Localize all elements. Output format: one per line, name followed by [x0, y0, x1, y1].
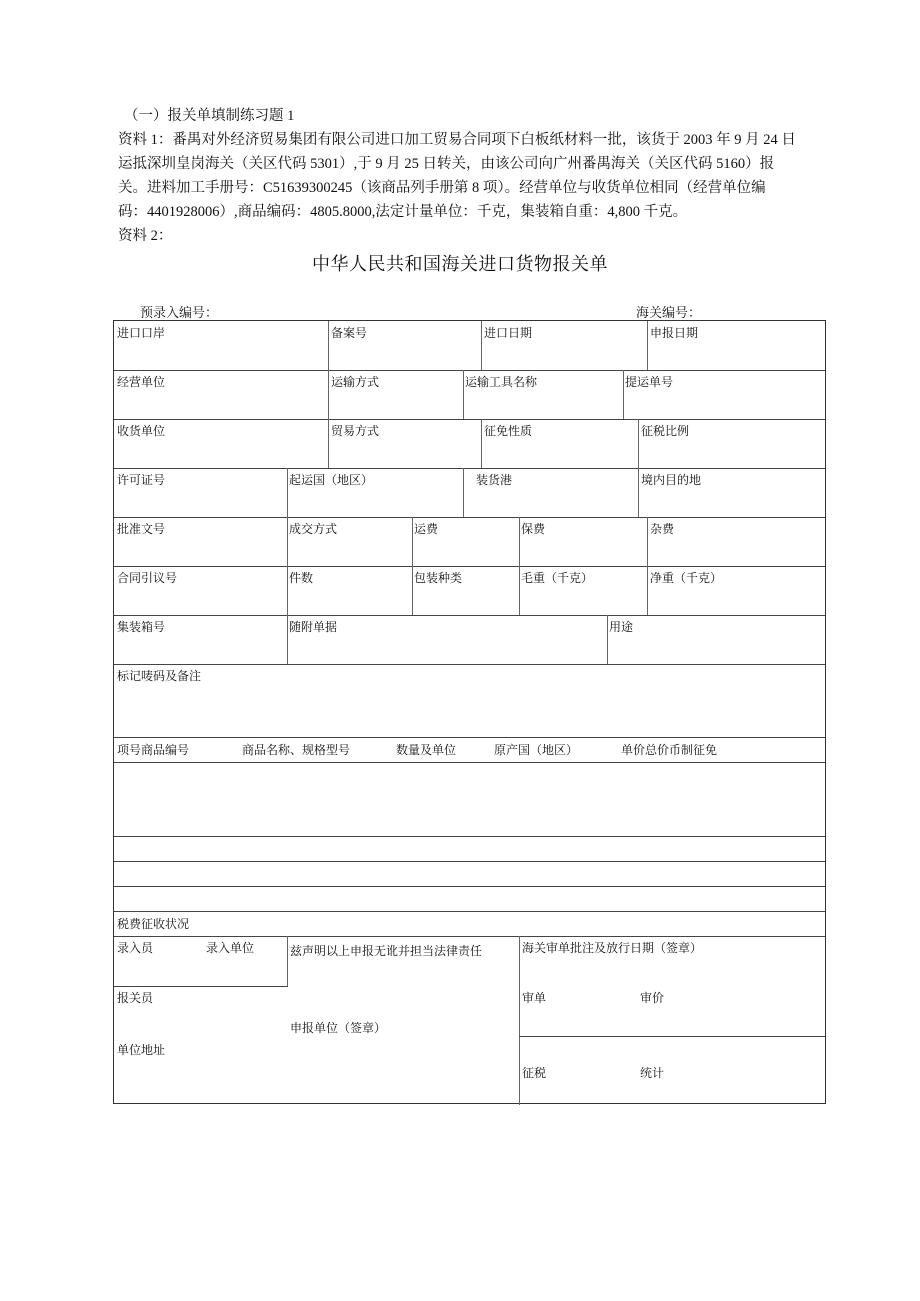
field-entry-clerk[interactable]: 录入员	[117, 941, 154, 955]
col-divider	[412, 566, 413, 615]
pre-entry-number-label: 预录入编号：	[140, 306, 219, 321]
field-attached-docs[interactable]: 随附单据	[289, 620, 338, 634]
field-license-no[interactable]: 许可证号	[117, 473, 166, 487]
col-divider	[647, 321, 648, 370]
material1-line: 资料 1：番禺对外经济贸易集团有限公司进口加工贸易合同项下白板纸材料一批，该货于 2003 年 9 月 24 日	[118, 132, 796, 148]
field-unit-address[interactable]: 单位地址	[117, 1043, 166, 1057]
col-divider	[519, 936, 520, 1105]
material1-line: 运抵深圳皇岗海关（关区代码 5301）,于 9 月 25 日转关，由该公司向广州番禺海关（关区代码 5160）报	[118, 156, 775, 172]
row-divider	[114, 615, 825, 616]
field-taxation[interactable]: 征税	[522, 1066, 547, 1080]
field-loading-port[interactable]: 装货港	[476, 473, 513, 487]
exercise-heading: （一）报关单填制练习题 1	[124, 108, 295, 124]
field-trade-mode[interactable]: 贸易方式	[331, 424, 380, 438]
field-entry-unit[interactable]: 录入单位	[206, 941, 255, 955]
goods-col-name-spec: 商品名称、规格型号	[242, 743, 351, 757]
field-net-weight[interactable]: 净重（千克）	[650, 571, 723, 585]
field-packages[interactable]: 件数	[289, 571, 314, 585]
row-divider	[114, 664, 825, 665]
col-divider	[481, 419, 482, 468]
col-divider	[328, 370, 329, 419]
row-divider	[114, 836, 825, 837]
col-divider	[287, 936, 288, 986]
field-transaction-mode[interactable]: 成交方式	[289, 522, 338, 536]
row-divider	[114, 468, 825, 469]
field-container-no[interactable]: 集装箱号	[117, 620, 166, 634]
col-divider	[287, 615, 288, 664]
field-bill-of-lading[interactable]: 提运单号	[625, 375, 674, 389]
col-divider	[287, 468, 288, 517]
col-divider	[647, 517, 648, 566]
goods-col-price-currency: 单价总价币制征免	[621, 743, 718, 757]
col-divider	[287, 566, 288, 615]
field-marks-remarks[interactable]: 标记唛码及备注	[117, 669, 202, 683]
field-operating-unit[interactable]: 经营单位	[117, 375, 166, 389]
col-divider	[287, 517, 288, 566]
col-divider	[463, 468, 464, 517]
field-usage[interactable]: 用途	[609, 620, 634, 634]
field-declarant-seal[interactable]: 申报单位（签章）	[290, 1021, 387, 1035]
row-divider	[114, 419, 825, 420]
goods-col-item-code: 项号商品编号	[117, 743, 190, 757]
goods-col-origin: 原产国（地区）	[494, 743, 579, 757]
field-freight[interactable]: 运费	[414, 522, 439, 536]
field-gross-weight[interactable]: 毛重（千克）	[521, 571, 594, 585]
col-divider	[638, 468, 639, 517]
field-approval-no[interactable]: 批准文号	[117, 522, 166, 536]
field-import-date[interactable]: 进口日期	[484, 326, 533, 340]
field-record-no[interactable]: 备案号	[331, 326, 368, 340]
col-divider	[638, 419, 639, 468]
material1-line: 码：4401928006）,商品编码：4805.8000,法定计量单位：千克，集装箱自重：4,800 千克。	[118, 204, 688, 220]
row-divider	[114, 370, 825, 371]
col-divider	[328, 419, 329, 468]
col-divider	[519, 566, 520, 615]
field-exemption-nature[interactable]: 征免性质	[484, 424, 533, 438]
field-package-type[interactable]: 包装种类	[414, 571, 463, 585]
row-divider	[114, 861, 825, 862]
intro-text	[118, 104, 848, 248]
field-transport-name[interactable]: 运输工具名称	[465, 375, 538, 389]
row-divider	[114, 986, 288, 987]
material1-line: 关。进料加工手册号：C51639300245（该商品列手册第 8 项）。经营单位与收货单位相同（经营单位编	[118, 180, 766, 196]
field-tax-ratio[interactable]: 征税比例	[641, 424, 690, 438]
field-tax-status[interactable]: 税费征收状况	[117, 917, 190, 931]
row-divider	[114, 566, 825, 567]
row-divider	[519, 1036, 825, 1037]
row-divider	[114, 762, 825, 763]
form-title: 中华人民共和国海关进口货物报关单	[312, 254, 608, 275]
field-import-port[interactable]: 进口口岸	[117, 326, 166, 340]
row-divider	[114, 737, 825, 738]
field-misc-charges[interactable]: 杂费	[650, 522, 675, 536]
field-valuation[interactable]: 审价	[640, 991, 665, 1005]
field-broker[interactable]: 报关员	[117, 991, 154, 1005]
field-contract-no[interactable]: 合同引议号	[117, 571, 178, 585]
col-divider	[647, 566, 648, 615]
customs-approval-label: 海关审单批注及放行日期（签章）	[522, 941, 703, 955]
col-divider	[412, 517, 413, 566]
field-review[interactable]: 审单	[522, 991, 547, 1005]
col-divider	[607, 615, 608, 664]
col-divider	[481, 321, 482, 370]
col-divider	[328, 321, 329, 370]
field-insurance[interactable]: 保费	[521, 522, 546, 536]
row-divider	[114, 886, 825, 887]
row-divider	[114, 911, 825, 912]
declaration-form	[113, 320, 826, 1104]
declaration-statement: 兹声明以上申报无讹并担当法律责任	[290, 944, 483, 958]
goods-col-qty-unit: 数量及单位	[396, 743, 457, 757]
material2-label: 资料 2：	[118, 228, 173, 244]
field-origin-country[interactable]: 起运国（地区）	[289, 473, 374, 487]
row-divider	[114, 936, 825, 937]
row-divider	[114, 517, 825, 518]
col-divider	[519, 517, 520, 566]
field-transport-mode[interactable]: 运输方式	[331, 375, 380, 389]
field-consignee[interactable]: 收货单位	[117, 424, 166, 438]
col-divider	[463, 370, 464, 419]
field-statistics[interactable]: 统计	[640, 1066, 665, 1080]
col-divider	[623, 370, 624, 419]
field-domestic-destination[interactable]: 境内目的地	[641, 473, 702, 487]
customs-number-label: 海关编号：	[636, 306, 702, 321]
field-declare-date[interactable]: 申报日期	[650, 326, 699, 340]
